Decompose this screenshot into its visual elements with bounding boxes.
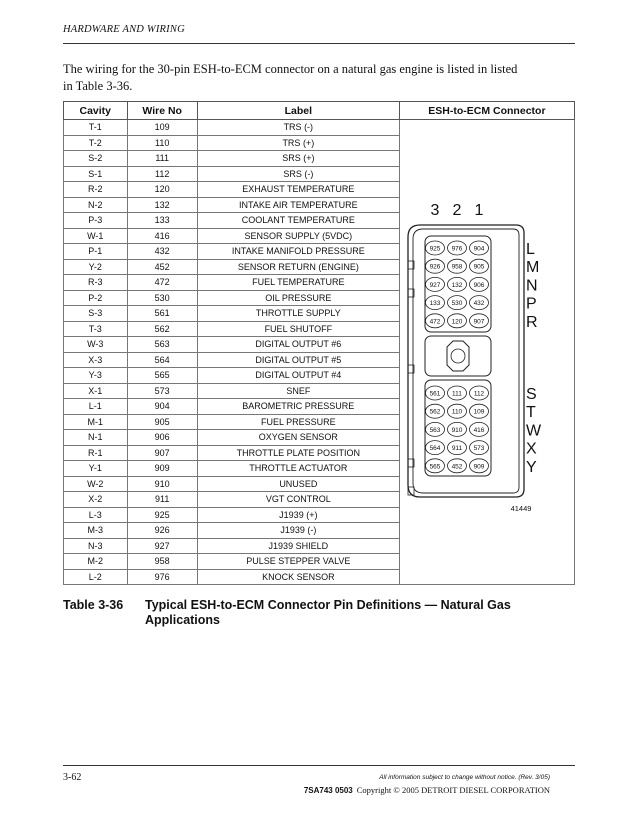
connector-pin-label: 562 bbox=[429, 408, 441, 416]
cavity-cell: Y-1 bbox=[64, 461, 128, 477]
wire-no-cell: 111 bbox=[127, 151, 197, 167]
header-divider bbox=[63, 43, 575, 44]
label-cell: OIL PRESSURE bbox=[197, 290, 399, 306]
wire-no-cell: 906 bbox=[127, 430, 197, 446]
wire-no-cell: 416 bbox=[127, 228, 197, 244]
label-cell: J1939 SHIELD bbox=[197, 538, 399, 554]
connector-pin-label: 905 bbox=[473, 263, 485, 271]
footer-document-line bbox=[304, 785, 550, 795]
wire-no-cell: 925 bbox=[127, 507, 197, 523]
figure-id-label: 41449 bbox=[510, 504, 532, 513]
wire-no-cell: 564 bbox=[127, 352, 197, 368]
wire-no-cell: 110 bbox=[127, 135, 197, 151]
connector-pin-label: 911 bbox=[451, 445, 463, 453]
cavity-cell: X-1 bbox=[64, 383, 128, 399]
label-cell: INTAKE MANIFOLD PRESSURE bbox=[197, 244, 399, 260]
connector-pin-label: 958 bbox=[451, 263, 463, 271]
cavity-cell: R-1 bbox=[64, 445, 128, 461]
wire-no-cell: 112 bbox=[127, 166, 197, 182]
label-cell: DIGITAL OUTPUT #6 bbox=[197, 337, 399, 353]
column-number-label: 3 bbox=[430, 202, 440, 219]
label-cell: FUEL SHUTOFF bbox=[197, 321, 399, 337]
label-cell: TRS (-) bbox=[197, 120, 399, 136]
row-letter-label: W bbox=[526, 422, 542, 440]
wire-no-cell: 911 bbox=[127, 492, 197, 508]
cavity-cell: S-1 bbox=[64, 166, 128, 182]
wire-no-cell: 133 bbox=[127, 213, 197, 229]
cavity-cell: N-1 bbox=[64, 430, 128, 446]
connector-pin-label: 907 bbox=[473, 318, 485, 326]
label-cell: DIGITAL OUTPUT #4 bbox=[197, 368, 399, 384]
cavity-cell: R-3 bbox=[64, 275, 128, 291]
connector-pin-label: 132 bbox=[451, 281, 463, 289]
connector-pin-label: 906 bbox=[473, 281, 485, 289]
label-cell: J1939 (+) bbox=[197, 507, 399, 523]
row-letter-label: P bbox=[526, 295, 537, 313]
label-cell: THROTTLE SUPPLY bbox=[197, 306, 399, 322]
wire-no-cell: 563 bbox=[127, 337, 197, 353]
column-header-connector: ESH-to-ECM Connector bbox=[399, 102, 574, 120]
connector-pin-label: 432 bbox=[473, 300, 485, 308]
page-number: 3-62 bbox=[63, 772, 82, 783]
connector-pin-label: 111 bbox=[452, 390, 462, 398]
center-post-housing bbox=[425, 336, 491, 376]
connector-pin-label: 563 bbox=[429, 426, 441, 434]
cavity-cell: L-1 bbox=[64, 399, 128, 415]
connector-pin-label: 565 bbox=[429, 463, 441, 471]
label-cell: SRS (-) bbox=[197, 166, 399, 182]
label-cell: OXYGEN SENSOR bbox=[197, 430, 399, 446]
label-cell: BAROMETRIC PRESSURE bbox=[197, 399, 399, 415]
row-letter-label: M bbox=[526, 259, 540, 277]
cavity-cell: S-3 bbox=[64, 306, 128, 322]
connector-pin-label: 110 bbox=[451, 408, 463, 416]
cavity-cell: T-3 bbox=[64, 321, 128, 337]
cavity-cell: P-3 bbox=[64, 213, 128, 229]
wire-no-cell: 904 bbox=[127, 399, 197, 415]
wire-no-cell: 910 bbox=[127, 476, 197, 492]
connector-pin-label: 530 bbox=[451, 300, 463, 308]
row-letter-label: L bbox=[526, 241, 535, 258]
connector-pin-label: 452 bbox=[451, 463, 463, 471]
cavity-cell: X-2 bbox=[64, 492, 128, 508]
cavity-cell: Y-2 bbox=[64, 259, 128, 275]
row-letter-label: T bbox=[526, 404, 536, 422]
connector-pin-label: 904 bbox=[473, 245, 485, 253]
connector-diagram bbox=[398, 197, 548, 527]
label-cell: THROTTLE ACTUATOR bbox=[197, 461, 399, 477]
wire-no-cell: 472 bbox=[127, 275, 197, 291]
cavity-cell: N-3 bbox=[64, 538, 128, 554]
connector-pin-label: 112 bbox=[473, 390, 485, 398]
cavity-cell: W-2 bbox=[64, 476, 128, 492]
cavity-cell: R-2 bbox=[64, 182, 128, 198]
table-row bbox=[64, 120, 575, 136]
row-letter-label: Y bbox=[526, 458, 537, 476]
connector-pin-label: 120 bbox=[451, 318, 463, 326]
label-cell: INTAKE AIR TEMPERATURE bbox=[197, 197, 399, 213]
connector-pin-label: 926 bbox=[429, 263, 441, 271]
cavity-cell: W-1 bbox=[64, 228, 128, 244]
connector-pin-label: 472 bbox=[429, 318, 441, 326]
label-cell: THROTTLE PLATE POSITION bbox=[197, 445, 399, 461]
wire-no-cell: 530 bbox=[127, 290, 197, 306]
cavity-cell: W-3 bbox=[64, 337, 128, 353]
label-cell: SENSOR RETURN (ENGINE) bbox=[197, 259, 399, 275]
wire-no-cell: 909 bbox=[127, 461, 197, 477]
footer-notice: All information subject to change without notice. (Rev. 3/05) bbox=[379, 774, 550, 781]
label-cell: PULSE STEPPER VALVE bbox=[197, 554, 399, 570]
cavity-cell: M-3 bbox=[64, 523, 128, 539]
connector-pin-label: 561 bbox=[429, 390, 441, 398]
center-bolt-hole bbox=[451, 349, 465, 363]
label-cell: FUEL PRESSURE bbox=[197, 414, 399, 430]
cavity-cell: M-2 bbox=[64, 554, 128, 570]
wire-no-cell: 561 bbox=[127, 306, 197, 322]
column-header-cavity: Cavity bbox=[64, 102, 128, 120]
footer-divider bbox=[63, 765, 575, 766]
cavity-cell: L-2 bbox=[64, 569, 128, 585]
label-cell: SRS (+) bbox=[197, 151, 399, 167]
wire-no-cell: 926 bbox=[127, 523, 197, 539]
connector-pin-label: 133 bbox=[429, 300, 441, 308]
connector-pin-label: 416 bbox=[473, 426, 485, 434]
label-cell: DIGITAL OUTPUT #5 bbox=[197, 352, 399, 368]
connector-pin-label: 927 bbox=[429, 281, 441, 289]
cavity-cell: N-2 bbox=[64, 197, 128, 213]
row-letter-label: S bbox=[526, 386, 537, 403]
cavity-cell: P-1 bbox=[64, 244, 128, 260]
intro-paragraph: The wiring for the 30-pin ESH-to-ECM connector on a natural gas engine is listed in listed in Table 3-36. bbox=[63, 62, 518, 93]
table-caption-number: Table 3-36 bbox=[63, 598, 124, 612]
cavity-cell: Y-3 bbox=[64, 368, 128, 384]
table-caption-title: Typical ESH-to-ECM Connector Pin Definitions — Natural Gas Applications bbox=[145, 598, 511, 627]
cavity-cell: T-1 bbox=[64, 120, 128, 136]
wire-no-cell: 120 bbox=[127, 182, 197, 198]
section-header: HARDWARE AND WIRING bbox=[63, 24, 185, 35]
wire-no-cell: 565 bbox=[127, 368, 197, 384]
wire-no-cell: 927 bbox=[127, 538, 197, 554]
label-cell: FUEL TEMPERATURE bbox=[197, 275, 399, 291]
wire-no-cell: 905 bbox=[127, 414, 197, 430]
cavity-cell: T-2 bbox=[64, 135, 128, 151]
connector-pin-label: 573 bbox=[473, 445, 485, 453]
column-number-label: 2 bbox=[452, 202, 462, 219]
wire-no-cell: 452 bbox=[127, 259, 197, 275]
label-cell: J1939 (-) bbox=[197, 523, 399, 539]
cavity-cell: X-3 bbox=[64, 352, 128, 368]
table-header-row bbox=[64, 102, 575, 120]
row-letter-label: X bbox=[526, 440, 537, 458]
wire-no-cell: 907 bbox=[127, 445, 197, 461]
cavity-cell: P-2 bbox=[64, 290, 128, 306]
connector-pin-label: 564 bbox=[429, 445, 441, 453]
wire-no-cell: 109 bbox=[127, 120, 197, 136]
wire-no-cell: 432 bbox=[127, 244, 197, 260]
label-cell: UNUSED bbox=[197, 476, 399, 492]
wire-no-cell: 573 bbox=[127, 383, 197, 399]
connector-pin-label: 910 bbox=[451, 426, 463, 434]
label-cell: EXHAUST TEMPERATURE bbox=[197, 182, 399, 198]
label-cell: VGT CONTROL bbox=[197, 492, 399, 508]
connector-pin-label: 109 bbox=[473, 408, 485, 416]
cavity-cell: S-2 bbox=[64, 151, 128, 167]
cavity-cell: M-1 bbox=[64, 414, 128, 430]
label-cell: KNOCK SENSOR bbox=[197, 569, 399, 585]
cavity-cell: L-3 bbox=[64, 507, 128, 523]
connector-pin-label: 925 bbox=[429, 245, 441, 253]
label-cell: SNEF bbox=[197, 383, 399, 399]
connector-pin-label: 909 bbox=[473, 463, 485, 471]
wire-no-cell: 976 bbox=[127, 569, 197, 585]
center-bolt-hex bbox=[447, 341, 469, 371]
document-code: 7SA743 0503 bbox=[303, 786, 353, 795]
copyright-text: Copyright © 2005 DETROIT DIESEL CORPORATION bbox=[356, 785, 550, 795]
label-cell: SENSOR SUPPLY (5VDC) bbox=[197, 228, 399, 244]
wire-no-cell: 132 bbox=[127, 197, 197, 213]
wire-no-cell: 562 bbox=[127, 321, 197, 337]
column-number-label: 1 bbox=[474, 202, 484, 219]
connector-pin-label: 976 bbox=[451, 245, 463, 253]
row-letter-label: R bbox=[526, 313, 538, 331]
row-letter-label: N bbox=[526, 277, 538, 295]
wire-no-cell: 958 bbox=[127, 554, 197, 570]
label-cell: TRS (+) bbox=[197, 135, 399, 151]
label-cell: COOLANT TEMPERATURE bbox=[197, 213, 399, 229]
column-header-wire-no: Wire No bbox=[127, 102, 197, 120]
column-header-label: Label bbox=[197, 102, 399, 120]
